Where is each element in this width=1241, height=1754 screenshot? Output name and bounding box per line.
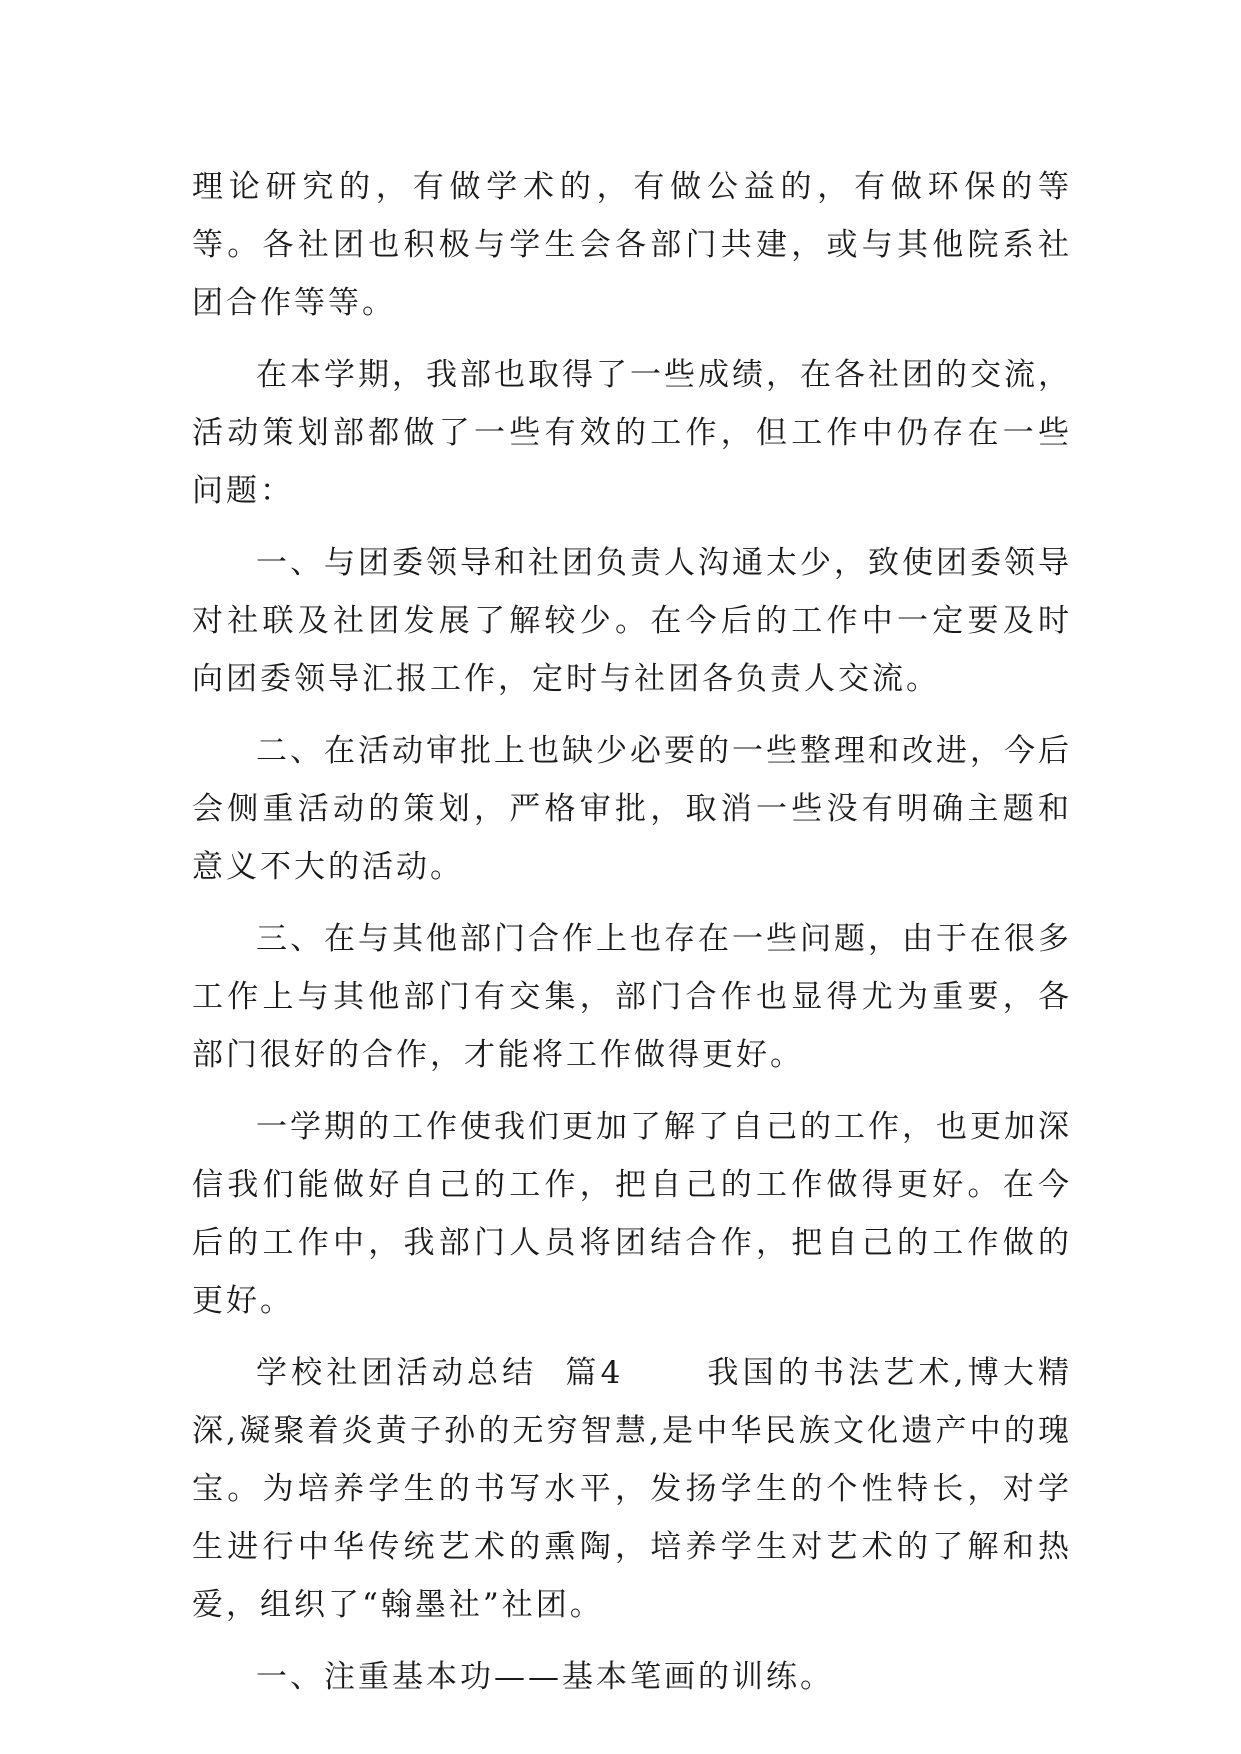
paragraph-3: 一、与团委领导和社团负责人沟通太少，致使团委领导对社联及社团发展了解较少。在今后的工作中一定要及时向团委领导汇报工作，定时与社团各负责人交流。 <box>192 545 1072 697</box>
paragraph-2: 在本学期，我部也取得了一些成绩，在各社团的交流，活动策划部都做了一些有效的工作，但工作中仍存在一些问题： <box>192 357 1072 509</box>
paragraph-5: 三、在与其他部门合作上也存在一些问题，由于在很多工作上与其他部门有交集，部门合作也显得尤为重要，各部门很好的合作，才能将工作做得更好。 <box>192 921 1072 1073</box>
paragraph-4: 二、在活动审批上也缺少必要的一些整理和改进，今后会侧重活动的策划，严格审批，取消一些没有明确主题和意义不大的活动。 <box>192 733 1072 885</box>
paragraph-7: 学校社团活动总结 篇4 我国的书法艺术,博大精深,凝聚着炎黄子孙的无穷智慧,是中华民族文化遗产中的瑰宝。为培养学生的书写水平，发扬学生的个性特长，对学生进行中华传统艺术的熏陶，培养学生对艺术的了解和热爱，组织了“翰墨社”社团。 <box>192 1355 1072 1623</box>
paragraph-8: 一、注重基本功——基本笔画的训练。 <box>256 1659 834 1695</box>
paragraph-1: 理论研究的，有做学术的，有做公益的，有做环保的等等。各社团也积极与学生会各部门共建，或与其他院系社团合作等等。 <box>192 169 1072 321</box>
document-body <box>192 158 1072 1720</box>
paragraph-6: 一学期的工作使我们更加了解了自己的工作，也更加深信我们能做好自己的工作，把自己的工作做得更好。在今后的工作中，我部门人员将团结合作，把自己的工作做的更好。 <box>192 1109 1072 1319</box>
